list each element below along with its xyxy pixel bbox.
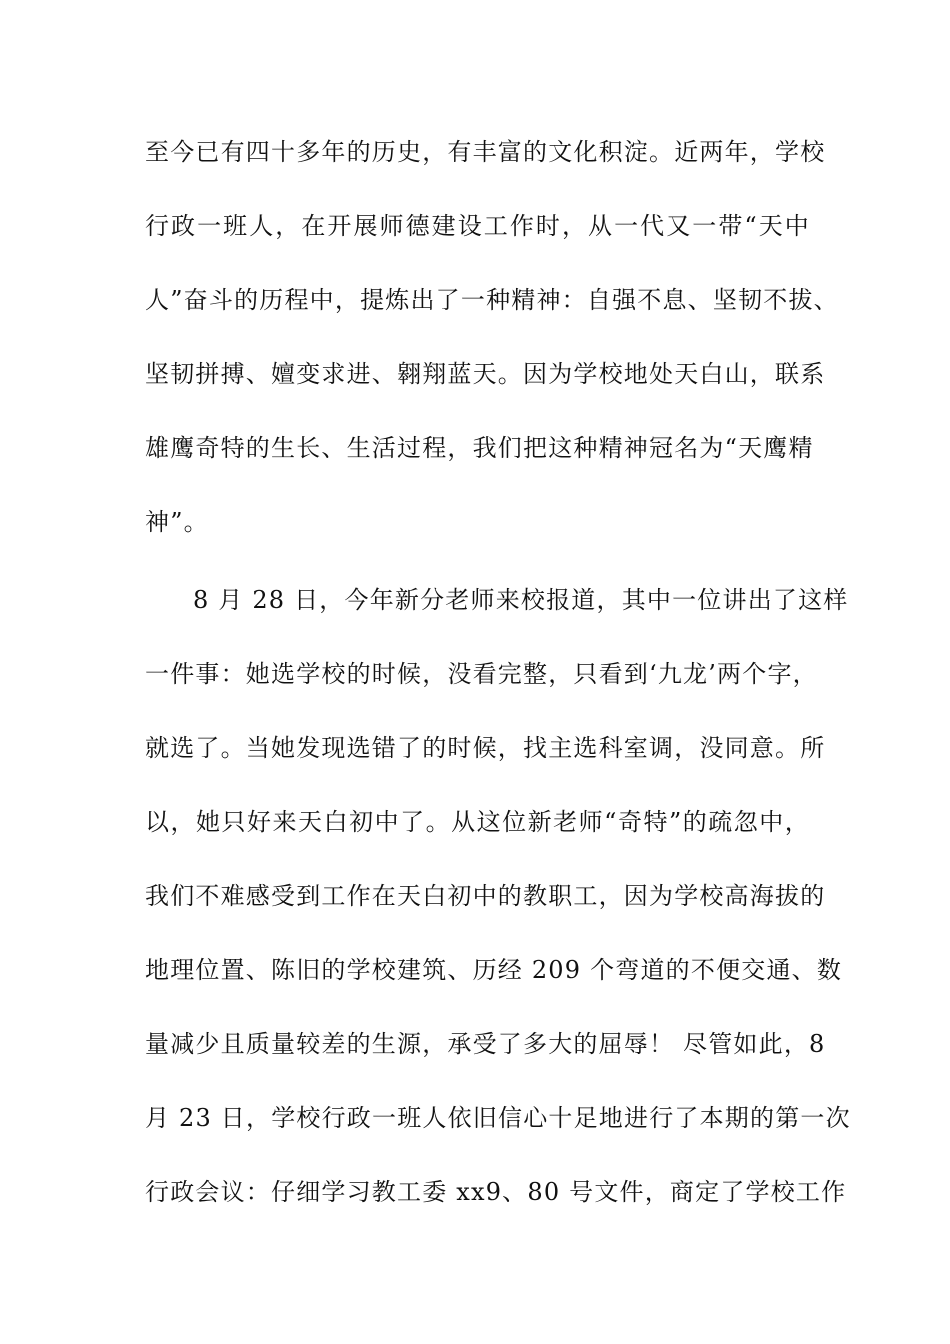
text-line: 雄鹰奇特的生长、生活过程，我们把这种精神冠名为“天鹰精: [145, 434, 814, 462]
text-line: 地理位置、陈旧的学校建筑、历经 209 个弯道的不便交通、数: [145, 956, 843, 984]
text-line: 行政会议：仔细学习教工委 xx9、80 号文件，商定了学校工作: [145, 1178, 847, 1206]
text-line: 就选了。当她发现选错了的时候，找主选科室调，没同意。所: [145, 734, 826, 762]
text-line: 神”。: [145, 508, 209, 536]
text-line: 人”奋斗的历程中，提炼出了一种精神：自强不息、坚韧不拔、: [145, 286, 839, 314]
text-line: 量减少且质量较差的生源，承受了多大的屈辱！ 尽管如此，8: [145, 1030, 826, 1058]
text-line: 一件事：她选学校的时候，没看完整，只看到‘九龙’两个字，: [145, 660, 818, 688]
text-line: 至今已有四十多年的历史，有丰富的文化积淀。近两年，学校: [145, 138, 826, 166]
text-line: 我们不难感受到工作在天白初中的教职工，因为学校高海拔的: [145, 882, 826, 910]
text-line: 月 23 日，学校行政一班人依旧信心十足地进行了本期的第一次: [145, 1104, 851, 1132]
text-line: 以，她只好来天白初中了。从这位新老师“奇特”的疏忽中，: [145, 808, 810, 836]
text-line: 行政一班人，在开展师德建设工作时，从一代又一带“天中: [145, 212, 810, 240]
text-line: 8 月 28 日，今年新分老师来校报道，其中一位讲出了这样: [193, 586, 849, 614]
text-line: 坚韧拼搏、嬗变求进、翱翔蓝天。因为学校地处天白山，联系: [145, 360, 826, 388]
